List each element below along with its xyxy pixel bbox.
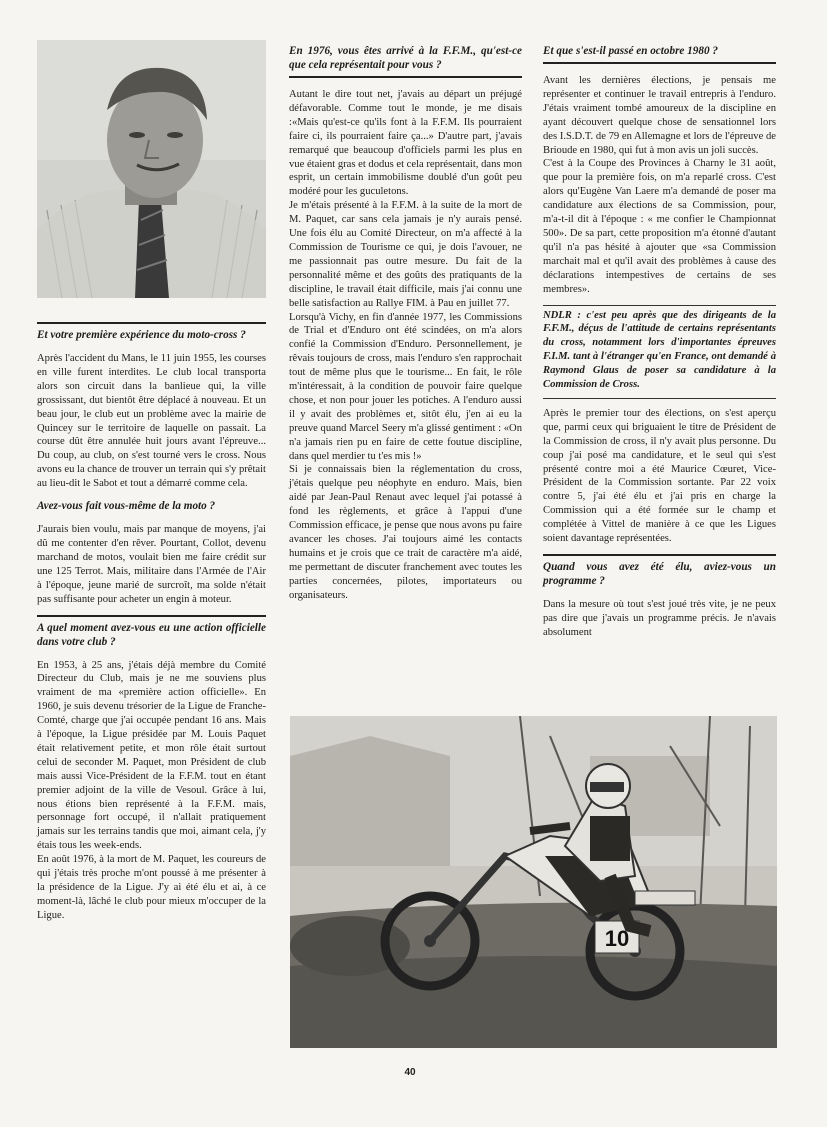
answer-paragraph: En août 1976, à la mort de M. Paquet, les coureurs de qui j'étais très proche m'ont poussé à me présenter à la présidence de la Ligue. J'y ai été élu et ai, à ce moment-là, lâché le club pour mieux m'occuper de la Ligue. — [37, 854, 266, 921]
answer-paragraph: Après le premier tour des élections, on s'est aperçu que, parmi ceux qui briguaient le titre de Président de la Commission de cross, il n'y avait plus personne. Du coup j'ai posé ma candidature, et le seul qui s'est présenté contre moi a été Maurice Cœuret, Vice-Président de la Commission sortante. Par 22 voix contre 5, j'ai été élu et j'ai pris en charge la Commission qui a été formée sur le champ et complétée à Vittel de manière à ce que les Ligues soient davantage représentées. — [543, 407, 776, 545]
question-heading: A quel moment avez-vous eu une action officielle dans votre club ? — [37, 615, 266, 649]
answer-paragraph: Dans la mesure où tout s'est joué très vite, je ne peux pas dire que j'avais un programme précis. Je n'avais absolument — [543, 599, 776, 638]
question-heading: En 1976, vous êtes arrivé à la F.F.M., qu'est-ce que cela représentait pour vous ? — [289, 44, 522, 78]
question-heading: Et votre première expérience du moto-cross ? — [37, 322, 266, 342]
portrait-photo — [37, 40, 266, 298]
answer-paragraph: Autant le dire tout net, j'avais au départ un préjugé défavorable. Comme tout le monde, je me disais :«Mais qu'est-ce qu'ils font à la F.F.M. Ils pourraient faire ci, ils pourraient faire ça...» D'autre part, j'avais remarqué que beaucoup d'officiels parmi les plus en vue étaient gras et dodus et cela représentait, dans mon esprit, un certain immobilisme doublé d'un goût peu modéré pour les guculetons. — [289, 89, 522, 198]
answer-paragraph: Je m'étais présenté à la F.F.M. à la suite de la mort de M. Paquet, car sans cela jamais je n'y aurais pensé. Une fois élu au Comité Directeur, on m'a affecté à la Commission de Tourisme ce qui, je dois l'avouer, ne me passionnait pas outre mesure. Du fait de la personnalité même et des goûts des pratiquants de la discipline, le travail était difficile, mais j'ai connu une belle satisfaction au Rallye FIM. à Pau en juillet 77. — [289, 200, 522, 309]
answer-paragraph: Après l'accident du Mans, le 11 juin 1955, les courses en ville furent interdites. Le club local transporta alors son circuit dans la banlieue qui, la ville grossissant, dut bientôt être déplacé à nouveau. Et un beau jour, le club eut un problème avec la mairie de Quincey sur le territoire de laquelle on passait. La course dût être annulée huit jours avant l'épreuve... Du coup, au club, on s'est tourné vers le cross. Nous avons eu la chance de trouver un terrain qui s'y prêtait au lieu-dit le Sabot et tout a démarré comme cela. — [37, 353, 266, 490]
column-3 — [543, 40, 776, 648]
editor-note: NDLR : c'est peu après que des dirigeants de la F.F.M., déçus de l'attitude de certains représentants du cross, notamment lors d'importantes épreuves F.I.M. tant à l'étranger qu'en France, ont demandé à Raymond Glaus de poser sa candidature à la Commission de Cross. — [543, 305, 776, 399]
answer-paragraph: En 1953, à 25 ans, j'étais déjà membre du Comité Directeur du Club, mais je ne me souviens plus vraiment de ma «première action officielle». En 1960, je suis devenu trésorier de la Ligue de Franche-Comté, charge que j'ai occupée pendant 16 ans. Mais à l'époque, la Ligue présidée par M. Louis Paquet était relativement petite, et mon rôle était surtout celui de seconder M. Paquet, mon Président de club mais aussi Vice-Président de la F.F.M. tout en étant premier adjoint de la ville de Vesoul. Grâce à lui, nous étions bien représenté à la F.F.M. mais, personnage fort occupé, il n'allait pratiquement jamais sur les terrains tandis que moi, aimant cela, j'y étais tous les week-ends. — [37, 659, 266, 852]
motocross-photo — [290, 716, 777, 1048]
question-heading: Avez-vous fait vous-même de la moto ? — [37, 500, 216, 513]
question-heading: Et que s'est-il passé en octobre 1980 ? — [543, 44, 776, 64]
question-heading: Quand vous avez été élu, aviez-vous un programme ? — [543, 554, 776, 588]
column-2 — [289, 40, 522, 603]
answer-paragraph: J'aurais bien voulu, mais par manque de moyens, j'ai dû me contenter d'en rêver. Pourtant, Collot, devenu marchand de motos, voulait bien me faire crédit sur une 125 Terrot. Mais, militaire dans l'Armée de l'Air à l'époque, jeune marié de surcroît, ma solde n'était pas suffisante pour acheter un engin à moteur. — [37, 524, 266, 605]
page-number: 40 — [404, 1067, 416, 1078]
motocross-illustration — [290, 716, 777, 1048]
answer-paragraph: Lorsqu'à Vichy, en fin d'année 1977, les Commissions de Trial et d'Enduro ont été scindées, on m'a alors confié la Commission d'Enduro. Personnellement, je rêvais toujours de cross, mais l'enduro s'en rapprochait tout de même plus que le tourisme... En fait, le rôle m'intéressait, à la condition de pouvoir faire quelque chose, et non pour jouer les potiches. A l'enduro aussi il y avait des problèmes et, sitôt élu, j'en ai eu la preuve quand Marcel Seery m'a glissé gentiment : «On n'a jamais rien pu en faire de cette foutue discipline, dans quel merdier tu t'es mis !» — [289, 311, 522, 462]
answer-paragraph: Si je connaissais bien la réglementation du cross, j'étais quelque peu néophyte en enduro. Mais, bien aidé par Jean-Paul Renaut avec lequel j'ai potassé à fond les règlements, et grâce à l'appui d'une Commission efficace, je pense que nous avons pu faire avancer les choses. J'ai toujours aimé les contacts humains et je crois que ce trait de caractère m'a aidé, me permettant de discuter franchement avec toutes les parties concernées, pilotes, importateurs ou organisateurs. — [289, 464, 522, 601]
portrait-illustration — [37, 40, 266, 298]
column-1 — [37, 318, 266, 931]
race-number: 10 — [604, 926, 630, 951]
answer-paragraph: Avant les dernières élections, je pensais me représenter et continuer le travail entrepris à l'enduro. J'étais vraiment tombé amoureux de la discipline en ayant découvert quelque chose de sensationnel lors des I.S.D.T. de 79 en Allemagne et lors de l'épreuve de Brioude en 1980, qui fut à mon avis un joli succès. — [543, 75, 776, 156]
answer-paragraph: C'est à la Coupe des Provinces à Charny le 31 août, que pour la première fois, on m'a reparlé cross. C'est alors qu'Eugène Van Laere m'a demandé de poser ma candidature aux élections de sa Commission, pour, m'a-t-il dit à l'époque : « me confier le Championnat 500». De sa part, cette proposition m'a étonné d'autant qu'il n'a pas hésité à ajouter que «sa Commission marchait mal et qu'il avait des problèmes à cause des déclarations intempestives de certains de ses membres». — [543, 158, 776, 295]
